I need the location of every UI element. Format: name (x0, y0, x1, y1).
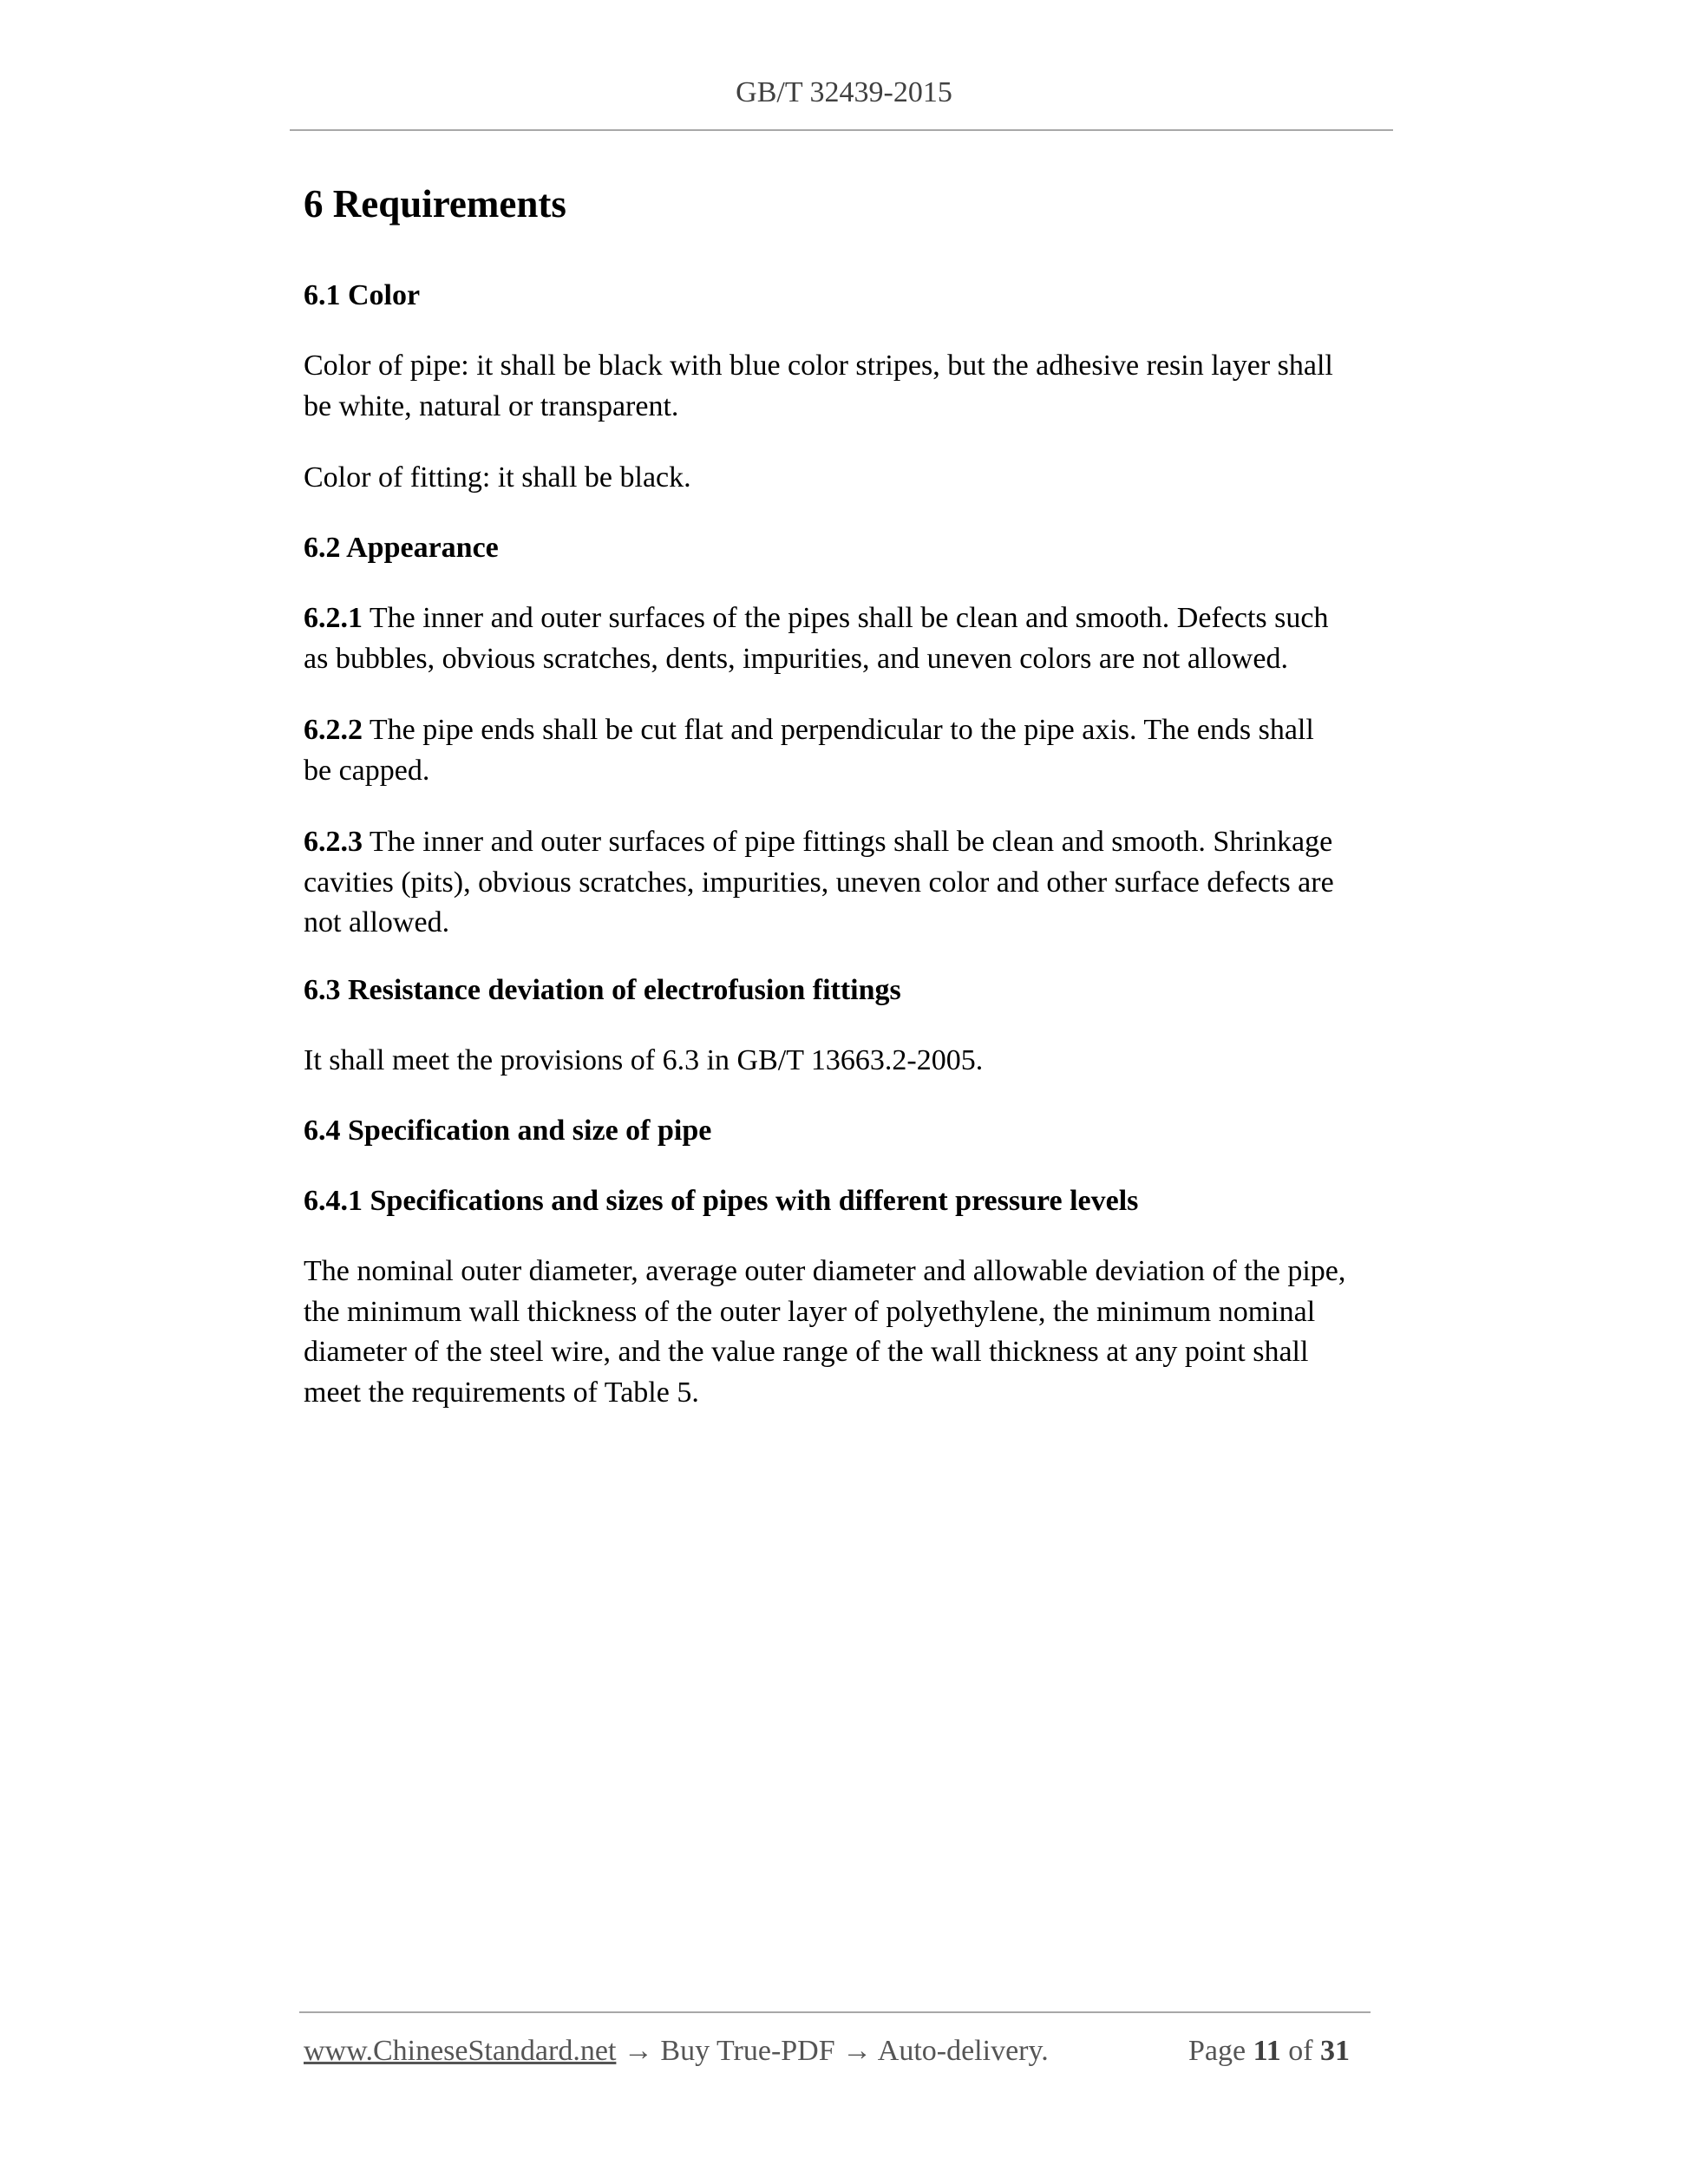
page-label: Page (1188, 2035, 1253, 2067)
heading-6-4-1: 6.4.1 Specifications and sizes of pipes with different pressure levels (304, 1185, 1139, 1217)
site-link[interactable]: www.ChineseStandard.net (304, 2035, 617, 2067)
text-line: be white, natural or transparent. (304, 389, 679, 422)
arrow-right-icon: → (623, 2035, 653, 2067)
text-line (304, 598, 1379, 639)
page-number (1188, 2034, 1350, 2069)
standard-code-header: GB/T 32439-2015 (736, 76, 952, 108)
text-line (304, 710, 1379, 751)
text-span: The pipe ends shall be cut flat and perpendicular to the pipe axis. The ends shall (363, 714, 1314, 746)
heading-6-1: 6.1 Color (304, 279, 421, 311)
buy-pdf-text: Buy True-PDF (652, 2035, 843, 2067)
text-line: be capped. (304, 754, 430, 787)
auto-delivery-text: Auto-delivery. (872, 2035, 1049, 2067)
heading-6-2: 6.2 Appearance (304, 532, 499, 564)
footer-promo (304, 2034, 1049, 2069)
text-line: as bubbles, obvious scratches, dents, impurities, and uneven colors are not allowed. (304, 642, 1288, 675)
clause-number: 6.2.3 (304, 826, 363, 858)
clause-number: 6.2.1 (304, 602, 363, 634)
paragraph-pipe-color (304, 346, 1379, 427)
text-line: Color of pipe: it shall be black with blue color stripes, but the adhesive resin layer shall (304, 350, 1333, 382)
page-current: 11 (1253, 2035, 1281, 2067)
page-total: 31 (1320, 2035, 1351, 2067)
text-span: The inner and outer surfaces of the pipes shall be clean and smooth. Defects such (363, 602, 1329, 634)
text-line: meet the requirements of Table 5. (304, 1376, 699, 1409)
text-line: diameter of the steel wire, and the value range of the wall thickness at any point shall (304, 1336, 1309, 1368)
section-title: 6 Requirements (304, 182, 566, 226)
text-line (304, 822, 1379, 863)
heading-6-3: 6.3 Resistance deviation of electrofusion fittings (304, 974, 901, 1006)
clause-6-2-1 (304, 598, 1379, 679)
header-divider (290, 129, 1393, 131)
heading-6-4: 6.4 Specification and size of pipe (304, 1115, 712, 1147)
text-line: the minimum wall thickness of the outer layer of polyethylene, the minimum nominal (304, 1295, 1316, 1328)
text-line: cavities (pits), obvious scratches, impurities, uneven color and other surface defects are (304, 866, 1334, 899)
paragraph-resistance: It shall meet the provisions of 6.3 in GB/T 13663.2-2005. (304, 1044, 984, 1076)
text-line: not allowed. (304, 906, 450, 938)
text-span: The inner and outer surfaces of pipe fittings shall be clean and smooth. Shrinkage (363, 826, 1333, 858)
paragraph-fitting-color: Color of fitting: it shall be black. (304, 461, 691, 494)
text-line: The nominal outer diameter, average outer diameter and allowable deviation of the pipe, (304, 1255, 1346, 1287)
arrow-right-icon: → (842, 2035, 873, 2067)
clause-6-2-2 (304, 710, 1379, 791)
clause-6-2-3 (304, 822, 1379, 944)
clause-number: 6.2.2 (304, 714, 363, 746)
paragraph-pipe-specification (304, 1252, 1379, 1413)
page-of-label: of (1280, 2035, 1321, 2067)
footer-divider (299, 2011, 1371, 2013)
